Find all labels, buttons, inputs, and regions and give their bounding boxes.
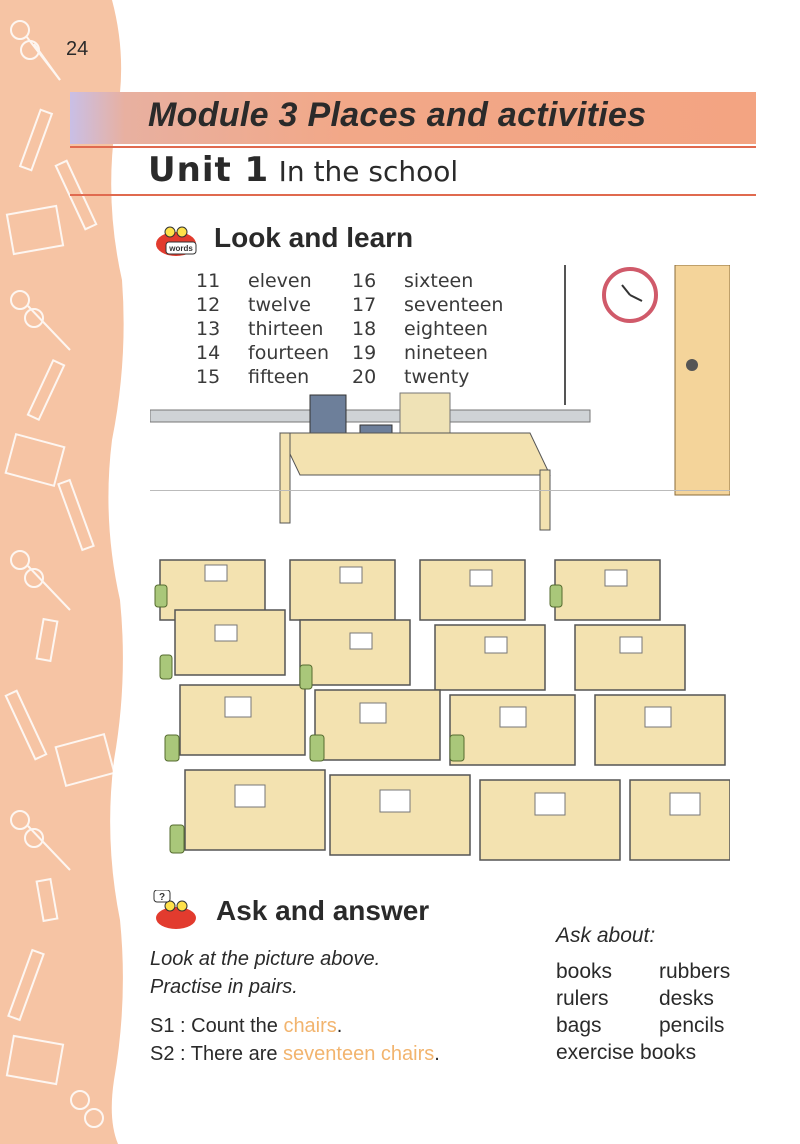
number-word: fourteen (248, 342, 330, 364)
ask-about-item: pencils (659, 1014, 725, 1037)
instruction-line: Look at the picture above. (150, 948, 381, 970)
number-row (196, 270, 503, 294)
number-word: fifteen (248, 366, 310, 388)
dialog-speaker: S1 : (150, 1015, 186, 1037)
number-row (196, 318, 503, 342)
number-word: nineteen (404, 342, 488, 364)
number-digit: 13 (196, 318, 221, 340)
unit-label: Unit 1 (148, 150, 270, 190)
dialog-line (150, 1040, 440, 1068)
ask-badge-icon (152, 890, 198, 930)
dialog-line (150, 1012, 440, 1040)
number-digit: 16 (352, 270, 377, 292)
ask-about-heading: Ask about: (556, 924, 656, 947)
dialog-end: . (434, 1043, 440, 1065)
ask-about-item: rulers (556, 987, 609, 1010)
ask-about-list (556, 958, 776, 1066)
instruction-line: Practise in pairs. (150, 976, 298, 998)
look-and-learn-title: Look and learn (214, 222, 414, 253)
number-digit: 12 (196, 294, 221, 316)
unit-heading (148, 150, 458, 190)
number-digit: 14 (196, 342, 221, 364)
module-title: Module 3 Places and activities (148, 96, 647, 134)
ask-about-item: rubbers (659, 960, 731, 983)
dialog-text: Count the (191, 1015, 284, 1037)
ask-about-item: bags (556, 1014, 602, 1037)
ask-about-item: exercise books (556, 1041, 697, 1064)
ask-about-item: desks (659, 987, 714, 1010)
dialog (150, 1012, 440, 1068)
ask-badge-label: ? (158, 892, 166, 903)
unit-subtitle: In the school (278, 155, 459, 188)
number-word: sixteen (404, 270, 474, 292)
ask-and-answer-title: Ask and answer (216, 895, 430, 926)
number-row (196, 294, 503, 318)
words-badge-icon (152, 218, 198, 258)
words-badge-label: words (169, 244, 193, 253)
number-word: twelve (248, 294, 311, 316)
number-word-table (196, 270, 503, 390)
number-word: twenty (404, 366, 470, 388)
instructions (150, 945, 380, 1001)
dialog-text: There are (190, 1043, 284, 1065)
module-rule (70, 146, 756, 148)
dialog-end: . (336, 1015, 343, 1037)
number-word: eighteen (404, 318, 488, 340)
stationery-pattern (0, 0, 128, 1144)
dialog-highlight: chairs (283, 1015, 337, 1037)
number-word: eleven (248, 270, 312, 292)
number-digit: 17 (352, 294, 377, 316)
number-row (196, 366, 503, 390)
number-word: thirteen (248, 318, 324, 340)
number-digit: 11 (196, 270, 221, 292)
dialog-speaker: S2 : (150, 1043, 186, 1065)
number-digit: 20 (352, 366, 377, 388)
dialog-highlight: seventeen chairs (283, 1043, 435, 1065)
decorative-side-strip (0, 0, 128, 1144)
page-number: 24 (66, 38, 89, 60)
ask-about-item: books (556, 960, 613, 983)
unit-rule (70, 194, 756, 196)
number-word: seventeen (404, 294, 504, 316)
number-digit: 19 (352, 342, 377, 364)
number-digit: 18 (352, 318, 377, 340)
number-row (196, 342, 503, 366)
number-digit: 15 (196, 366, 221, 388)
